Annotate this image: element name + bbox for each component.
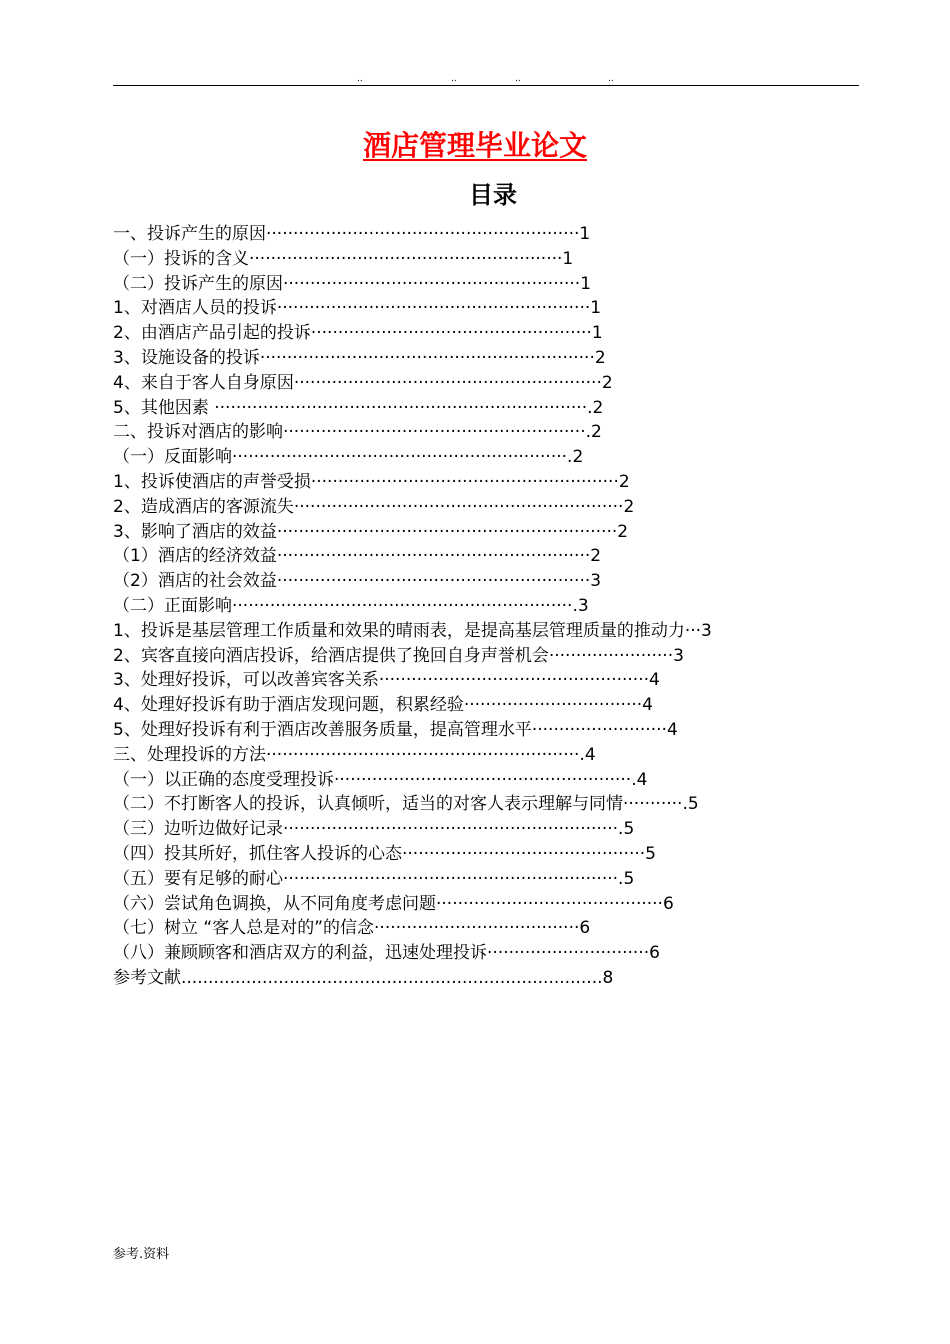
toc-entry-dots: ·······························································	[232, 595, 573, 616]
toc-entry-page: 2	[590, 546, 602, 567]
toc-entry-text: 5、处理好投诉有利于酒店改善服务质量，提高管理水平	[113, 719, 532, 740]
toc-entry-page: 2	[623, 496, 635, 517]
toc-entry-text: （一）投诉的含义	[113, 248, 249, 269]
toc-entry-text: （四）投其所好，抓住客人投诉的心态	[113, 843, 402, 864]
toc-entry-page: 1	[562, 248, 574, 269]
toc-entry[interactable]	[113, 792, 813, 817]
toc-entry-text: 1、投诉使酒店的声誉受损	[113, 471, 311, 492]
toc-entry-page: .5	[682, 794, 699, 815]
header-mark: ..	[515, 74, 521, 84]
toc-entry-text: 3、处理好投诉，可以改善宾客关系	[113, 670, 379, 691]
toc-entry-dots: ······································	[374, 918, 580, 939]
toc-entry-text: （一）反面影响	[113, 447, 232, 468]
toc-entry[interactable]	[113, 420, 813, 445]
toc-entry[interactable]	[113, 569, 813, 594]
toc-entry[interactable]	[113, 842, 813, 867]
toc-entry-page: 6	[579, 918, 591, 939]
toc-entry-page: 2	[594, 347, 606, 368]
toc-entry-text: （二）投诉产生的原因	[113, 273, 283, 294]
toc-entry-dots: ·······················································	[334, 769, 632, 790]
toc-entry[interactable]	[113, 892, 813, 917]
toc-entry-page: 4	[666, 719, 678, 740]
toc-entry-dots: ······························	[487, 943, 650, 964]
toc-entry-text: 一、投诉产生的原因	[113, 224, 266, 244]
toc-entry-text: 二、投诉对酒店的影响	[113, 422, 283, 443]
header-rule	[113, 85, 859, 86]
toc-entry[interactable]	[113, 743, 813, 768]
toc-entry-page: 4	[649, 670, 660, 691]
toc-entry-dots: ····················································	[310, 323, 592, 344]
toc-entry-text: （二）不打断客人的投诉，认真倾听，适当的对客人表示理解与同情	[113, 794, 623, 815]
toc-entry-page: .5	[618, 819, 635, 840]
toc-entry[interactable]	[113, 941, 813, 966]
toc-entry[interactable]	[113, 768, 813, 793]
toc-entry-page: 2	[601, 372, 613, 393]
toc-entry[interactable]	[113, 520, 813, 545]
toc-entry[interactable]	[113, 296, 813, 321]
toc-entry[interactable]	[113, 867, 813, 892]
toc-entry-page: 1	[580, 273, 592, 294]
toc-entry-page: .3	[572, 595, 589, 616]
toc-entry[interactable]	[113, 693, 813, 718]
toc-entry-dots: ·························································	[293, 372, 602, 393]
document-title	[0, 126, 950, 166]
toc-entry-text: （七）树立 “客人总是对的”的信念	[113, 918, 375, 939]
toc-entry-dots: ··········································	[436, 893, 663, 914]
toc-entry-page: .2	[587, 397, 604, 418]
toc-entry-text: 1、投诉是基层管理工作质量和效果的晴雨表，是提高基层管理质量的推动力	[113, 620, 685, 641]
toc-entry-page: .5	[618, 868, 635, 889]
toc-entry-page: 1	[579, 224, 591, 244]
toc-entry-dots: ..............................................................................	[181, 967, 603, 988]
toc-entry-dots: ··························································	[249, 248, 563, 269]
toc-entry-dots: ······························································	[283, 819, 619, 840]
toc-entry[interactable]	[113, 247, 813, 272]
toc-entry-page: 6	[649, 943, 660, 964]
toc-entry[interactable]	[113, 371, 813, 396]
document-title-text: 酒店管理毕业论文	[362, 129, 587, 162]
toc-entry-text: （三）边听边做好记录	[113, 819, 283, 840]
toc-entry[interactable]	[113, 495, 813, 520]
table-of-contents	[113, 222, 813, 991]
toc-entry-text: 三、处理投诉的方法	[113, 744, 266, 765]
toc-entry-text: 2、宾客直接向酒店投诉，给酒店提供了挽回自身声誉机会	[113, 645, 549, 666]
toc-entry[interactable]	[113, 445, 813, 470]
toc-entry-dots: ··················································	[378, 670, 650, 691]
toc-entry-page: 1	[591, 323, 603, 344]
toc-entry[interactable]	[113, 544, 813, 569]
toc-entry-dots: ·································	[463, 695, 643, 716]
toc-entry[interactable]	[113, 916, 813, 941]
toc-entry-dots: ··························································	[276, 298, 591, 319]
toc-entry-page: 2	[618, 471, 630, 492]
header-mark: ..	[608, 74, 614, 84]
toc-entry[interactable]	[113, 470, 813, 495]
toc-entry-page: 4	[642, 695, 653, 716]
toc-entry-page: .2	[585, 422, 602, 443]
toc-entry-text: 参考文献	[113, 967, 181, 988]
toc-entry-text: 4、来自于客人自身原因	[113, 372, 294, 393]
toc-entry-dots: ······························································	[259, 347, 595, 368]
toc-entry[interactable]	[113, 644, 813, 669]
toc-entry-dots: ·························	[531, 719, 667, 740]
toc-entry-dots: ·····························································	[293, 496, 624, 517]
toc-entry[interactable]	[113, 966, 813, 991]
toc-entry-text: 4、处理好投诉有助于酒店发现问题，积累经验	[113, 695, 464, 716]
toc-entry-text: （二）正面影响	[113, 595, 232, 616]
toc-entry[interactable]	[113, 222, 813, 247]
toc-entry[interactable]	[113, 594, 813, 619]
toc-entry-dots: ······························································	[283, 868, 619, 889]
toc-entry-dots: ··························································	[266, 224, 580, 244]
header-mark: ..	[357, 74, 363, 84]
toc-entry-text: 3、设施设备的投诉	[113, 347, 260, 368]
toc-entry-dots: ···········	[623, 794, 683, 815]
toc-entry-text: 5、其他因素	[113, 397, 215, 418]
toc-entry-text: 3、影响了酒店的效益	[113, 521, 277, 542]
toc-entry[interactable]	[113, 346, 813, 371]
toc-entry-page: .4	[631, 769, 648, 790]
toc-entry-dots: ·······················································	[283, 273, 581, 294]
toc-entry-dots: ··························································	[266, 744, 580, 765]
toc-entry-text: （2）酒店的社会效益	[113, 571, 277, 592]
toc-entry-dots: ··························································	[276, 546, 591, 567]
toc-entry-text: 2、造成酒店的客源流失	[113, 496, 294, 517]
toc-entry-text: 1、对酒店人员的投诉	[113, 298, 277, 319]
toc-entry-dots: ··························································	[276, 571, 591, 592]
header-mark: ..	[451, 74, 457, 84]
toc-entry-dots: ·············································	[402, 843, 646, 864]
toc-entry-dots: ·····································································	[214, 397, 588, 418]
toc-entry[interactable]	[113, 668, 813, 693]
toc-entry[interactable]	[113, 321, 813, 346]
toc-heading: 目录	[469, 181, 517, 209]
toc-entry-page: 3	[701, 620, 712, 641]
toc-entry-dots: ·······························································	[276, 521, 618, 542]
toc-entry-page: .2	[567, 447, 584, 468]
toc-entry-text: （六）尝试角色调换，从不同角度考虑问题	[113, 893, 436, 914]
toc-entry[interactable]	[113, 718, 813, 743]
toc-entry-text: （1）酒店的经济效益	[113, 546, 277, 567]
page-header	[0, 72, 950, 86]
toc-entry-page: 8	[602, 967, 614, 988]
toc-entry-text: （五）要有足够的耐心	[113, 868, 283, 889]
toc-entry-text: （八）兼顾顾客和酒店双方的利益，迅速处理投诉	[113, 943, 487, 964]
toc-entry-dots: ·························································	[310, 471, 619, 492]
toc-entry[interactable]	[113, 817, 813, 842]
toc-entry[interactable]	[113, 272, 813, 297]
toc-entry-page: 2	[617, 521, 629, 542]
toc-entry-text: 2、由酒店产品引起的投诉	[113, 323, 311, 344]
toc-entry-page: 1	[590, 298, 602, 319]
toc-entry-page: 5	[645, 843, 656, 864]
toc-entry-dots: ······························································	[232, 447, 568, 468]
toc-entry-page: 3	[590, 571, 602, 592]
toc-entry-text: （一）以正确的态度受理投诉	[113, 769, 334, 790]
toc-entry-page: .4	[579, 744, 596, 765]
page-footer: 参考.资料	[113, 1247, 170, 1262]
toc-entry-page: 3	[673, 645, 684, 666]
toc-entry[interactable]	[113, 619, 813, 644]
toc-entry-dots: ························································	[283, 422, 586, 443]
toc-entry[interactable]	[113, 396, 813, 421]
toc-entry-dots: ·······················	[548, 645, 674, 666]
toc-entry-page: 6	[662, 893, 674, 914]
toc-entry-dots: ···	[684, 620, 702, 641]
